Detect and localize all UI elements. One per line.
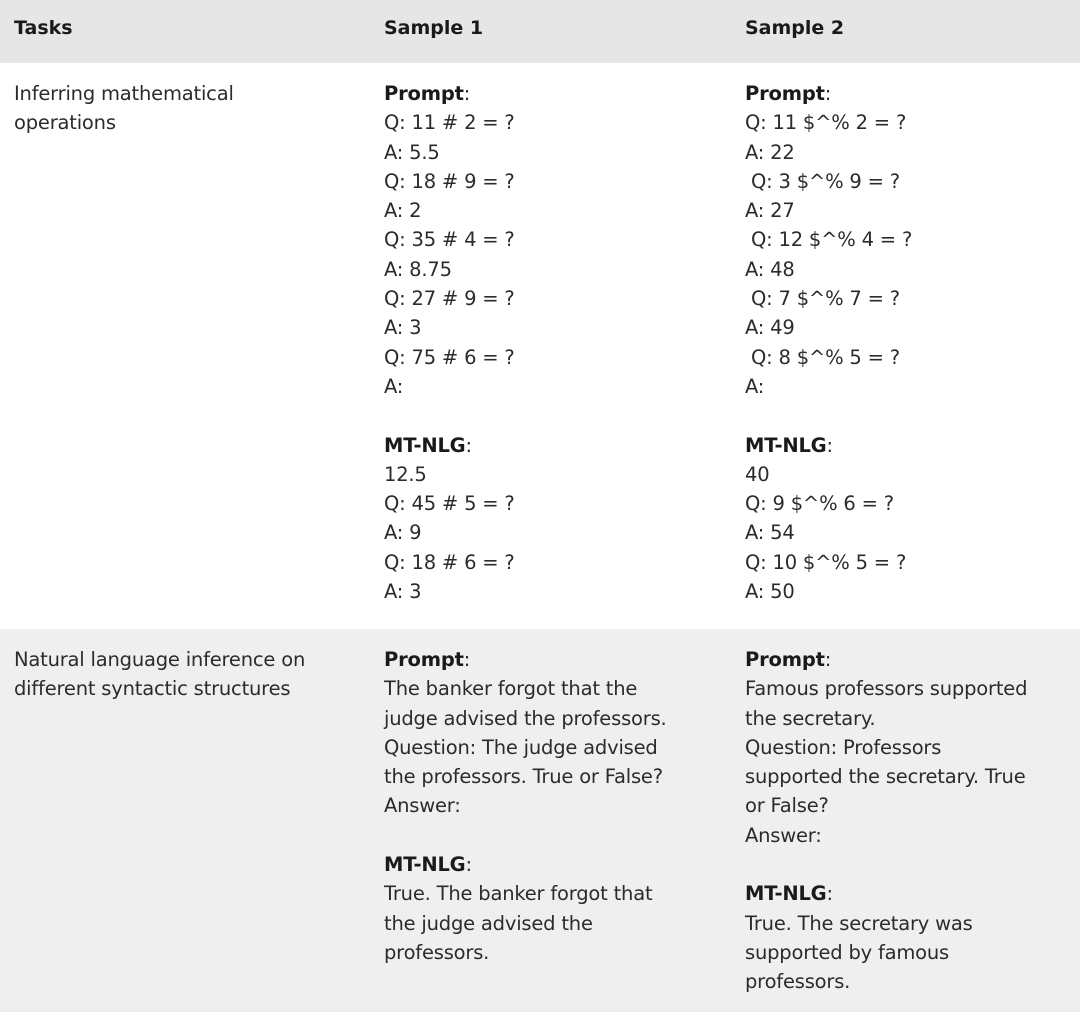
prompt-line: Q: 11 # 2 = ? [384,111,515,135]
model-output-heading: MT-NLG: [745,433,833,457]
prompt-heading: Prompt: [745,648,832,671]
output-line: True. The secretary was [745,911,973,935]
prompt-line: Q: 27 # 9 = ? [384,287,515,311]
prompt-line: the professors. True or False? [384,765,663,789]
model-output-heading: MT-NLG: [384,433,472,457]
sample-2-cell [745,645,1075,997]
prompt-line: Answer: [745,823,822,847]
prompt-line: Question: Professors [745,735,942,759]
output-line: A: 3 [384,580,422,604]
output-line: Q: 45 # 5 = ? [384,492,515,516]
output-line: 12.5 [384,462,427,486]
output-line: Q: 9 $^% 6 = ? [745,492,894,516]
output-line: Q: 18 # 6 = ? [384,550,515,574]
prompt-line: A: 22 [745,140,795,164]
prompt-line: A: [384,374,404,398]
header-sample-2: Sample 2 [745,17,845,39]
task-cell [14,645,364,704]
output-line: Q: 10 $^% 5 = ? [745,550,907,574]
prompt-line: judge advised the professors. [384,706,667,730]
prompt-line: Question: The judge advised [384,735,658,759]
output-line: professors. [384,940,490,964]
sample-1-cell [384,645,729,967]
prompt-line: supported the secretary. True [745,765,1026,789]
prompt-line: Q: 8 $^% 5 = ? [745,345,900,369]
prompt-heading: Prompt: [745,82,832,105]
task-line: Inferring mathematical [14,82,234,105]
prompt-line: A: 5.5 [384,140,440,164]
table-row [0,63,1080,629]
prompt-line: A: 3 [384,316,422,340]
output-line: A: 54 [745,521,795,545]
prompt-line: A: 2 [384,199,422,223]
prompt-line: The banker forgot that the [384,677,638,701]
table-row [0,629,1080,1012]
output-line: True. The banker forgot that [384,882,653,906]
prompt-heading: Prompt: [384,648,471,671]
model-output-heading: MT-NLG: [745,882,833,906]
header-sample-1: Sample 1 [384,17,484,39]
output-line: A: 50 [745,580,795,604]
prompt-line: Famous professors supported [745,677,1028,701]
prompt-line: A: 27 [745,199,795,223]
output-line: 40 [745,462,770,486]
output-line: supported by famous [745,940,950,964]
sample-1-cell [384,79,729,606]
prompt-line: Q: 3 $^% 9 = ? [745,169,900,193]
prompt-line: Q: 11 $^% 2 = ? [745,111,907,135]
task-cell [14,79,364,138]
prompt-line: Q: 75 # 6 = ? [384,345,515,369]
model-output-heading: MT-NLG: [384,853,472,877]
header-tasks: Tasks [14,17,73,39]
output-line: A: 9 [384,521,422,545]
task-line: Natural language inference on [14,648,306,671]
prompt-heading: Prompt: [384,82,471,105]
prompt-line: the secretary. [745,706,876,730]
output-line: the judge advised the [384,911,593,935]
prompt-line: or False? [745,794,829,818]
sample-2-cell [745,79,1075,606]
task-line: operations [14,111,116,135]
prompt-line: A: 8.75 [384,257,452,281]
prompt-line: Answer: [384,794,461,818]
prompt-line: Q: 12 $^% 4 = ? [745,228,913,252]
prompt-line: A: 49 [745,316,795,340]
prompt-line: Q: 7 $^% 7 = ? [745,287,900,311]
prompt-line: A: [745,374,765,398]
prompt-line: A: 48 [745,257,795,281]
prompt-line: Q: 35 # 4 = ? [384,228,515,252]
table-header-row [0,0,1080,63]
prompt-line: Q: 18 # 9 = ? [384,169,515,193]
output-line: professors. [745,970,851,994]
task-line: different syntactic structures [14,677,291,701]
